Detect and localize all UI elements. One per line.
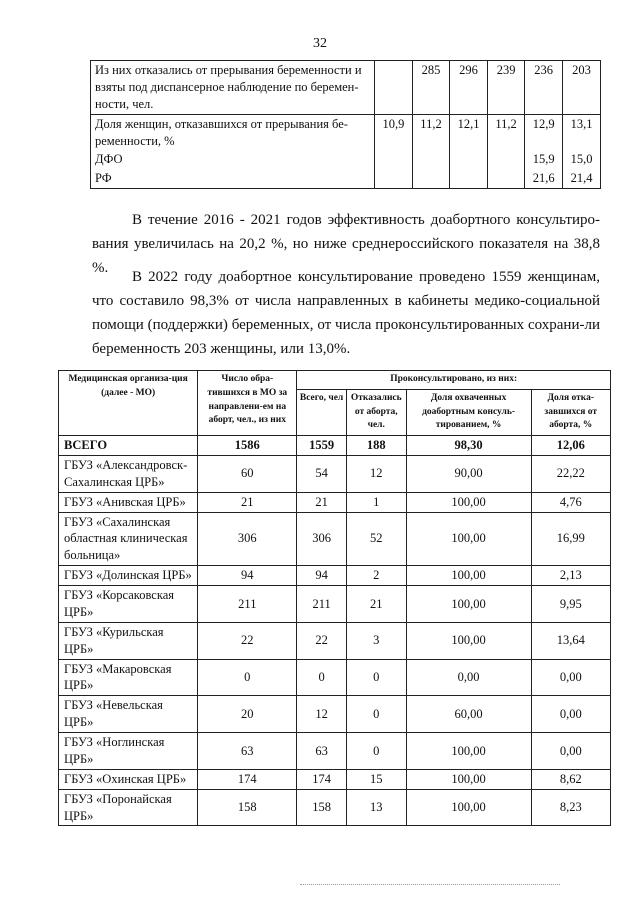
header-refused: Отказались от аборта, чел. [346,389,406,435]
cell-refused: 188 [346,436,406,456]
top-stats-table [90,60,601,189]
cell-org: ГБУЗ «Долинская ЦРБ» [59,566,198,586]
cell-applied: 20 [198,696,297,733]
cell-org: ГБУЗ «Анивская ЦРБ» [59,492,198,512]
cell-refused: 0 [346,733,406,770]
cell-refused-share: 4,76 [531,492,610,512]
top-row-label: РФ [91,169,375,188]
cell-covered-share: 100,00 [406,789,531,826]
cell-covered-share: 90,00 [406,455,531,492]
cell-applied: 21 [198,492,297,512]
cell-org: ГБУЗ «Ноглинская ЦРБ» [59,733,198,770]
top-row-value: 203 [563,61,601,115]
cell-total: 94 [297,566,347,586]
cell-total: 63 [297,733,347,770]
cell-org: ГБУЗ «Поронайская ЦРБ» [59,789,198,826]
top-row-value [412,169,449,188]
header-applied: Число обра-тившихся в МО за направлени-ем на аборт, чел., из них [198,371,297,436]
top-row-value [450,150,488,169]
top-row-value: 13,1 [563,114,601,150]
cell-total: 158 [297,789,347,826]
cell-org: ГБУЗ «Невельская ЦРБ» [59,696,198,733]
cell-applied: 174 [198,769,297,789]
top-row-value: 236 [525,61,563,115]
header-covered-share: Доля охваченных доабортным консуль-тированием, % [406,389,531,435]
consultation-table [58,370,611,826]
table-row [59,622,611,659]
cell-covered-share: 100,00 [406,622,531,659]
cell-org: ВСЕГО [59,436,198,456]
cell-refused: 2 [346,566,406,586]
top-row-label: Из них отказались от прерывания беременности и взяты под диспансерное наблюдение по беремен-ности, чел. [91,61,375,115]
cell-total: 12 [297,696,347,733]
cell-refused: 52 [346,512,406,566]
top-row-value: 239 [487,61,524,115]
top-table-row [91,169,601,188]
cell-org: ГБУЗ «Александровск-Сахалинская ЦРБ» [59,455,198,492]
header-org: Медицинская организа-ция (далее - МО) [59,371,198,436]
cell-applied: 306 [198,512,297,566]
top-row-value: 12,1 [450,114,488,150]
cell-total: 1559 [297,436,347,456]
cell-applied: 0 [198,659,297,696]
top-row-value: 21,6 [525,169,563,188]
cell-refused: 0 [346,659,406,696]
top-table-row [91,61,601,115]
cell-covered-share: 60,00 [406,696,531,733]
cell-covered-share: 100,00 [406,512,531,566]
cell-covered-share: 0,00 [406,659,531,696]
table-row [59,512,611,566]
table-row [59,455,611,492]
top-row-value: 285 [412,61,449,115]
cell-refused: 1 [346,492,406,512]
top-row-value: 10,9 [375,114,413,150]
cell-refused: 12 [346,455,406,492]
table-row [59,769,611,789]
header-consulted-group: Проконсультировано, из них: [297,371,611,390]
table-row [59,659,611,696]
cell-applied: 158 [198,789,297,826]
cell-refused-share: 0,00 [531,733,610,770]
cell-applied: 22 [198,622,297,659]
table-row [59,566,611,586]
cell-covered-share: 100,00 [406,586,531,623]
cell-applied: 60 [198,455,297,492]
cell-refused: 0 [346,696,406,733]
cell-refused-share: 16,99 [531,512,610,566]
cell-covered-share: 100,00 [406,566,531,586]
top-row-value [487,150,524,169]
top-table-row [91,114,601,150]
cell-covered-share: 98,30 [406,436,531,456]
cell-applied: 211 [198,586,297,623]
cell-refused-share: 22,22 [531,455,610,492]
footer-dotted-line [300,884,560,885]
table-row [59,696,611,733]
cell-refused-share: 9,95 [531,586,610,623]
cell-refused-share: 13,64 [531,622,610,659]
cell-refused-share: 2,13 [531,566,610,586]
top-row-label: ДФО [91,150,375,169]
top-row-value: 15,9 [525,150,563,169]
cell-refused: 15 [346,769,406,789]
cell-total: 306 [297,512,347,566]
top-row-value [375,150,413,169]
cell-total: 54 [297,455,347,492]
cell-refused-share: 0,00 [531,696,610,733]
cell-refused-share: 12,06 [531,436,610,456]
top-row-value [487,169,524,188]
paragraph-1: В течение 2016 - 2021 годов эффективность доабортного консультиро-вания увеличилась на 20,2 %, но ниже среднероссийского показателя на 38,8 %. [92,212,600,276]
cell-org: ГБУЗ «Курильская ЦРБ» [59,622,198,659]
cell-covered-share: 100,00 [406,733,531,770]
cell-total: 174 [297,769,347,789]
cell-org: ГБУЗ «Корсаковская ЦРБ» [59,586,198,623]
header-total: Всего, чел [297,389,347,435]
cell-applied: 94 [198,566,297,586]
table-row [59,586,611,623]
top-table-row [91,150,601,169]
paragraph-2: В 2022 году доабортное консультирование проведено 1559 женщинам, что составило 98,3% от числа направленных в кабинеты медико-социальной помощи (поддержки) беременных, от числа проконсультированных сохрани-ли беременность 203 женщины, или 13,0%. [92,269,600,357]
top-row-value: 11,2 [412,114,449,150]
cell-org: ГБУЗ «Сахалинская областная клиническая больница» [59,512,198,566]
page-number: 32 [313,36,327,51]
cell-total: 22 [297,622,347,659]
top-row-label: Доля женщин, отказавшихся от прерывания бе-ременности, % [91,114,375,150]
cell-org: ГБУЗ «Макаровская ЦРБ» [59,659,198,696]
top-row-value: 21,4 [563,169,601,188]
top-row-value [375,169,413,188]
cell-refused-share: 8,62 [531,769,610,789]
cell-refused-share: 0,00 [531,659,610,696]
top-row-value [412,150,449,169]
cell-refused: 21 [346,586,406,623]
cell-total: 211 [297,586,347,623]
cell-covered-share: 100,00 [406,769,531,789]
cell-total: 21 [297,492,347,512]
top-row-value: 15,0 [563,150,601,169]
cell-applied: 1586 [198,436,297,456]
header-refused-share: Доля отка-завшихся от аборта, % [531,389,610,435]
top-row-value: 12,9 [525,114,563,150]
top-row-value [375,61,413,115]
table-row [59,733,611,770]
cell-applied: 63 [198,733,297,770]
table-row [59,789,611,826]
top-row-value [450,169,488,188]
cell-total: 0 [297,659,347,696]
cell-refused-share: 8,23 [531,789,610,826]
cell-covered-share: 100,00 [406,492,531,512]
cell-org: ГБУЗ «Охинская ЦРБ» [59,769,198,789]
top-row-value: 11,2 [487,114,524,150]
top-row-value: 296 [450,61,488,115]
cell-refused: 3 [346,622,406,659]
table-row-total [59,436,611,456]
table-row [59,492,611,512]
cell-refused: 13 [346,789,406,826]
